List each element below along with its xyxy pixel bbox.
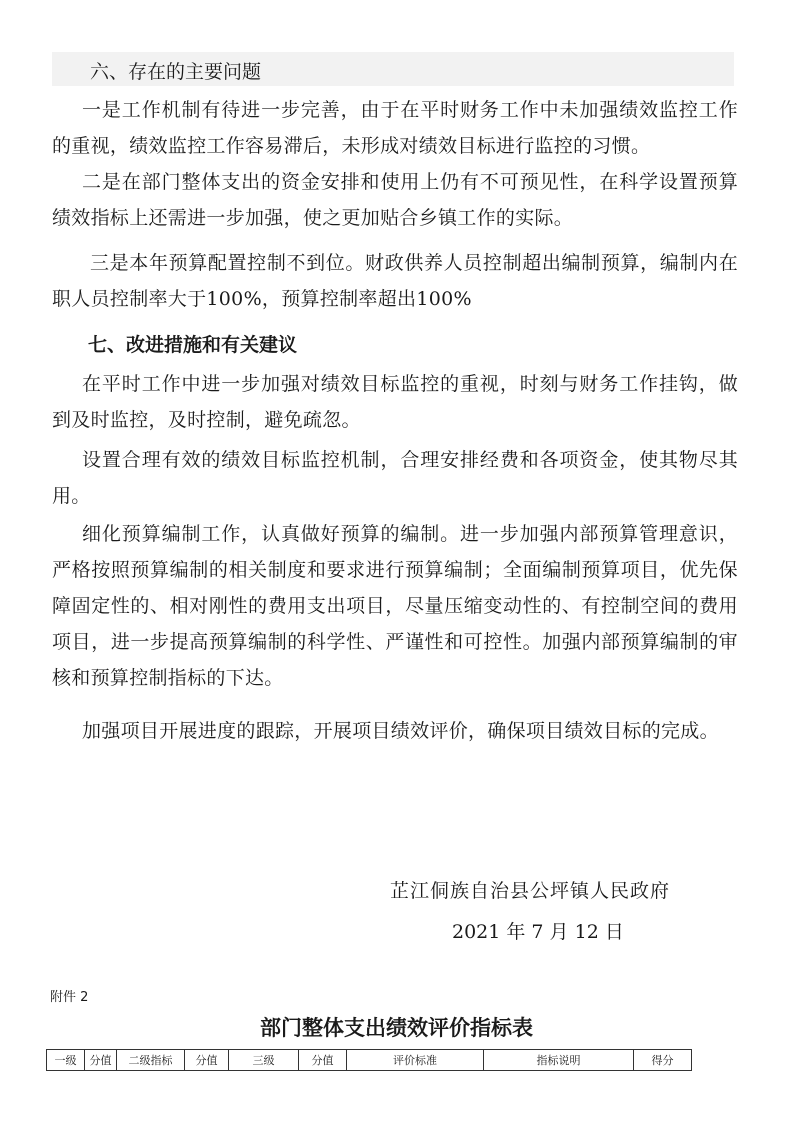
- table-header-cell: 评价标准: [347, 1050, 484, 1071]
- signature-date: 2021 年 7 月 12 日: [452, 921, 624, 943]
- attachment-label: 附件 2: [50, 990, 89, 1005]
- section-7-paragraph-4: 加强项目开展进度的跟踪，开展项目绩效评价，确保项目绩效目标的完成。: [82, 720, 719, 742]
- section-7-paragraph-1: 在平时工作中进一步加强对绩效目标监控的重视，时刻与财务工作挂钩，做到及时监控，及时控制，避免疏忽。: [52, 373, 738, 431]
- section-6-paragraph-2: 二是在部门整体支出的资金安排和使用上仍有不可预见性，在科学设置预算绩效指标上还需进一步加强，使之更加贴合乡镇工作的实际。: [52, 171, 738, 229]
- indicator-table: [46, 1049, 692, 1071]
- signature-organization: 芷江侗族自治县公坪镇人民政府: [390, 880, 671, 902]
- section-6-paragraph-3: 三是本年预算配置控制不到位。财政供养人员控制超出编制预算，编制内在职人员控制率大于100%，预算控制率超出100%: [52, 252, 738, 310]
- section-7-paragraph-2: 设置合理有效的绩效目标监控机制，合理安排经费和各项资金，使其物尽其用。: [52, 449, 738, 507]
- table-header-cell: 分值: [299, 1050, 347, 1071]
- section-6-heading-bar: [52, 52, 734, 86]
- table-header-row: [47, 1050, 692, 1071]
- table-header-cell: 分值: [185, 1050, 229, 1071]
- table-header-cell: 指标说明: [484, 1050, 634, 1071]
- table-header-cell: 一级: [47, 1050, 85, 1071]
- table-header-cell: 三级: [229, 1050, 299, 1071]
- table-title: 部门整体支出绩效评价指标表: [260, 1016, 533, 1040]
- section-6-heading: 六、存在的主要问题: [90, 61, 262, 83]
- section-7-heading: 七、改进措施和有关建议: [88, 334, 298, 356]
- table-header-cell: 分值: [85, 1050, 117, 1071]
- section-6-paragraph-1: 一是工作机制有待进一步完善，由于在平时财务工作中未加强绩效监控工作的重视，绩效监控工作容易滞后，未形成对绩效目标进行监控的习惯。: [52, 99, 738, 157]
- table-header-cell: 得分: [634, 1050, 692, 1071]
- section-7-paragraph-3: 细化预算编制工作，认真做好预算的编制。进一步加强内部预算管理意识，严格按照预算编制的相关制度和要求进行预算编制；全面编制预算项目，优先保障固定性的、相对刚性的费用支出项目，尽量压缩变动性的、有控制空间的费用项目，进一步提高预算编制的科学性、严谨性和可控性。加强内部预算编制的审核和预算控制指标的下达。: [52, 523, 738, 689]
- table-header-cell: 二级指标: [117, 1050, 185, 1071]
